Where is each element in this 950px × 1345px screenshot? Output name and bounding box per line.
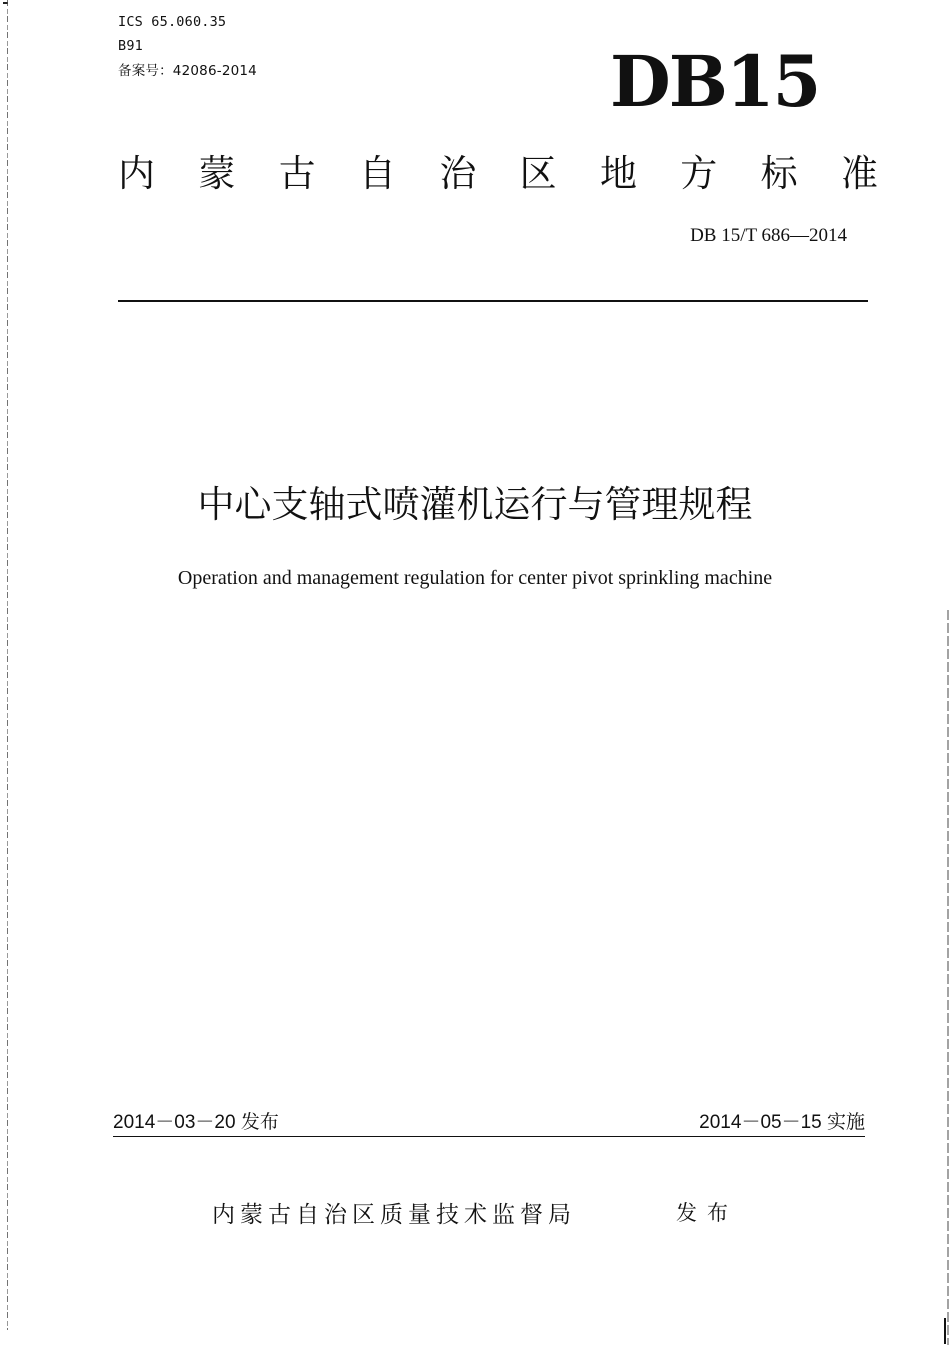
standard-type-char: 区 — [519, 152, 557, 195]
header-divider — [118, 300, 868, 302]
scan-edge-left — [7, 0, 8, 1330]
ics-code: ICS 65.060.35 — [118, 14, 227, 30]
ccs-code: B91 — [118, 38, 143, 54]
scan-edge-corner — [944, 1318, 946, 1344]
document-title-english: Operation and management regulation for center pivot sprinkling machine — [177, 567, 773, 589]
implementation-date: 2014－05－15 实施 — [699, 1112, 865, 1133]
standard-type-char: 古 — [278, 152, 316, 195]
standard-type-char: 地 — [599, 152, 637, 195]
standard-code: DB 15/T 686—2014 — [690, 225, 847, 246]
document-title-chinese: 中心支轴式喷灌机运行与管理规程 — [197, 483, 753, 526]
publish-label: 发布 — [676, 1201, 738, 1225]
record-number: 备案号：42086-2014 — [118, 63, 257, 79]
standard-type-char: 准 — [840, 152, 878, 195]
standard-type-char: 方 — [680, 152, 718, 195]
standard-type-char: 内 — [118, 152, 155, 195]
standard-type-char: 治 — [439, 152, 477, 195]
standard-type-char: 标 — [760, 152, 798, 195]
footer-divider — [113, 1136, 865, 1137]
db15-logo: DB15 — [610, 40, 820, 123]
scan-edge-right — [947, 610, 949, 1345]
issue-date: 2014－03－20 发布 — [113, 1112, 279, 1133]
standard-type-heading — [118, 148, 878, 200]
standard-type-char: 自 — [358, 152, 396, 195]
standard-type-char: 蒙 — [198, 152, 236, 195]
publisher-name: 内蒙古自治区质量技术监督局 — [212, 1202, 576, 1228]
